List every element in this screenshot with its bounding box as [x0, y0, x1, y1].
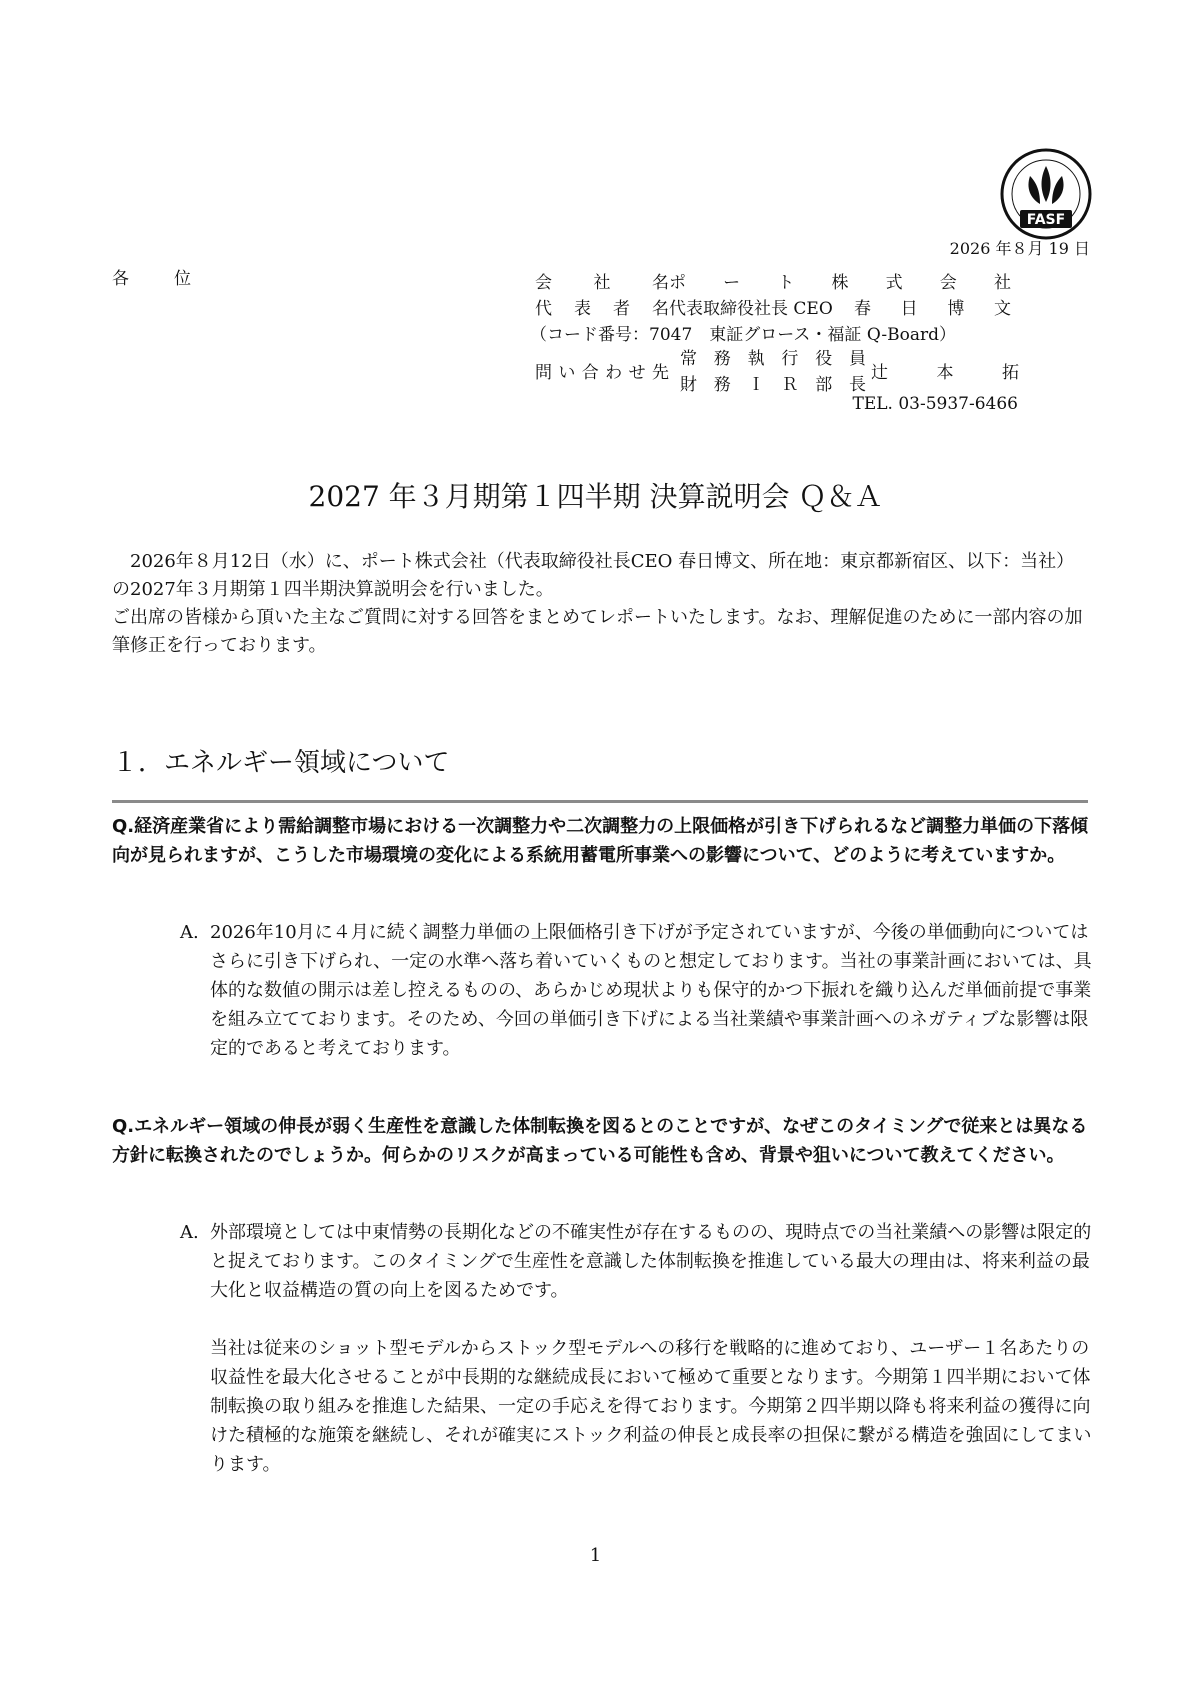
section-heading: １．エネルギー領域について — [112, 748, 450, 778]
representative-name: 春 日 博 文 — [854, 299, 1011, 319]
page-number: 1 — [589, 1545, 602, 1566]
contact-label — [535, 358, 669, 383]
answer-1 — [180, 918, 1092, 1063]
contact-title-line1 — [680, 344, 866, 369]
answer-2-paragraph-1: 外部環境としては中東情勢の長期化などの不確実性が存在するものの、現時点での当社業績への影響は限定的と捉えております。このタイミングで生産性を意識した体制転換を推進している最大の理由は、将来利益の最大化と収益構造の質の向上を図るためです。 — [210, 1222, 1092, 1301]
question-1: Q.経済産業省により需給調整市場における一次調整力や二次調整力の上限価格が引き下げられるなど調整力単価の下落傾向が見られますが、こうした市場環境の変化による系統用蓄電所事業への影響について、どのように考えていますか。 — [112, 816, 1089, 866]
contact-title-2: 財 務 Ｉ Ｒ 部 長 — [680, 375, 866, 395]
logo-text: FASF — [1026, 212, 1066, 228]
company-label: 会 社 名 — [535, 273, 669, 293]
answer-2-paragraph-2: 当社は従来のショット型モデルからストック型モデルへの移行を戦略的に進めており、ユーザー１名あたりの収益性を最大化させることが中長期的な継続成長において極めて重要となります。今期第１四半期において体制転換の取り組みを推進した結果、一定の手応えを得ております。今期第２四半期以降も将来利益の獲得に向けた積極的な施策を継続し、それが確実にストック利益の伸長と成長率の担保に繋がる構造を強固にしてまいります。 — [210, 1338, 1092, 1475]
stock-code: （コード番号：7047 東証グロース・福証 Q-Board） — [530, 325, 956, 345]
company-row — [535, 268, 1011, 293]
intro-paragraph-1: 2026年８月12日（水）に、ポート株式会社（代表取締役社長CEO 春日博文、所在地：東京都新宿区、以下：当社）の2027年３月期第１四半期決算説明会を行いました。 — [112, 551, 1075, 600]
answer-1-paragraph-1: 2026年10月に４月に続く調整力単価の上限価格引き下げが予定されていますが、今後の単価動向についてはさらに引き下げられ、一定の水準へ落ち着いていくものと想定しております。当社の事業計画においては、具体的な数値の開示は差し控えるものの、あらかじめ現状よりも保守的かつ下振れを織り込んだ単価前提で事業を組み立てております。そのため、今回の単価引き下げによる当社業績や事業計画へのネガティブな影響は限定的であると考えております。 — [210, 922, 1092, 1059]
representative-title: 代表取締役社長 CEO — [669, 299, 833, 319]
company-name: ポ ー ト 株 式 会 社 — [669, 273, 1011, 293]
answer-2 — [180, 1218, 1092, 1479]
representative-row — [535, 294, 1011, 319]
fasf-seal-logo — [1000, 148, 1092, 240]
addressee: 各 位 — [112, 269, 205, 289]
contact-name: 辻 本 拓 — [871, 363, 1019, 383]
intro — [112, 548, 1092, 660]
contact-person — [871, 358, 1019, 383]
answer-marker: A. — [180, 922, 199, 943]
document-title: 2027 年３月期第１四半期 決算説明会 Ｑ＆Ａ — [308, 480, 883, 513]
section-divider — [112, 800, 1088, 803]
representative-label: 代 表 者 名 — [535, 299, 669, 319]
answer-marker: A. — [180, 1222, 199, 1243]
contact-title-line2 — [680, 370, 866, 395]
issue-date: 2026 年８月 19 日 — [949, 239, 1090, 258]
intro-paragraph-2: ご出席の皆様から頂いた主なご質問に対する回答をまとめてレポートいたします。なお、理解促進のために一部内容の加筆修正を行っております。 — [112, 607, 1083, 656]
contact-label-text: 問 い 合 わ せ 先 — [535, 363, 669, 383]
contact-tel: TEL. 03-5937-6466 — [852, 394, 1018, 414]
question-2: Q.エネルギー領域の伸長が弱く生産性を意識した体制転換を図るとのことですが、なぜこのタイミングで従来とは異なる方針に転換されたのでしょうか。何らかのリスクが高まっている可能性も含め、背景や狙いについて教えてください。 — [112, 1116, 1088, 1166]
contact-title-1: 常 務 執 行 役 員 — [680, 349, 866, 369]
